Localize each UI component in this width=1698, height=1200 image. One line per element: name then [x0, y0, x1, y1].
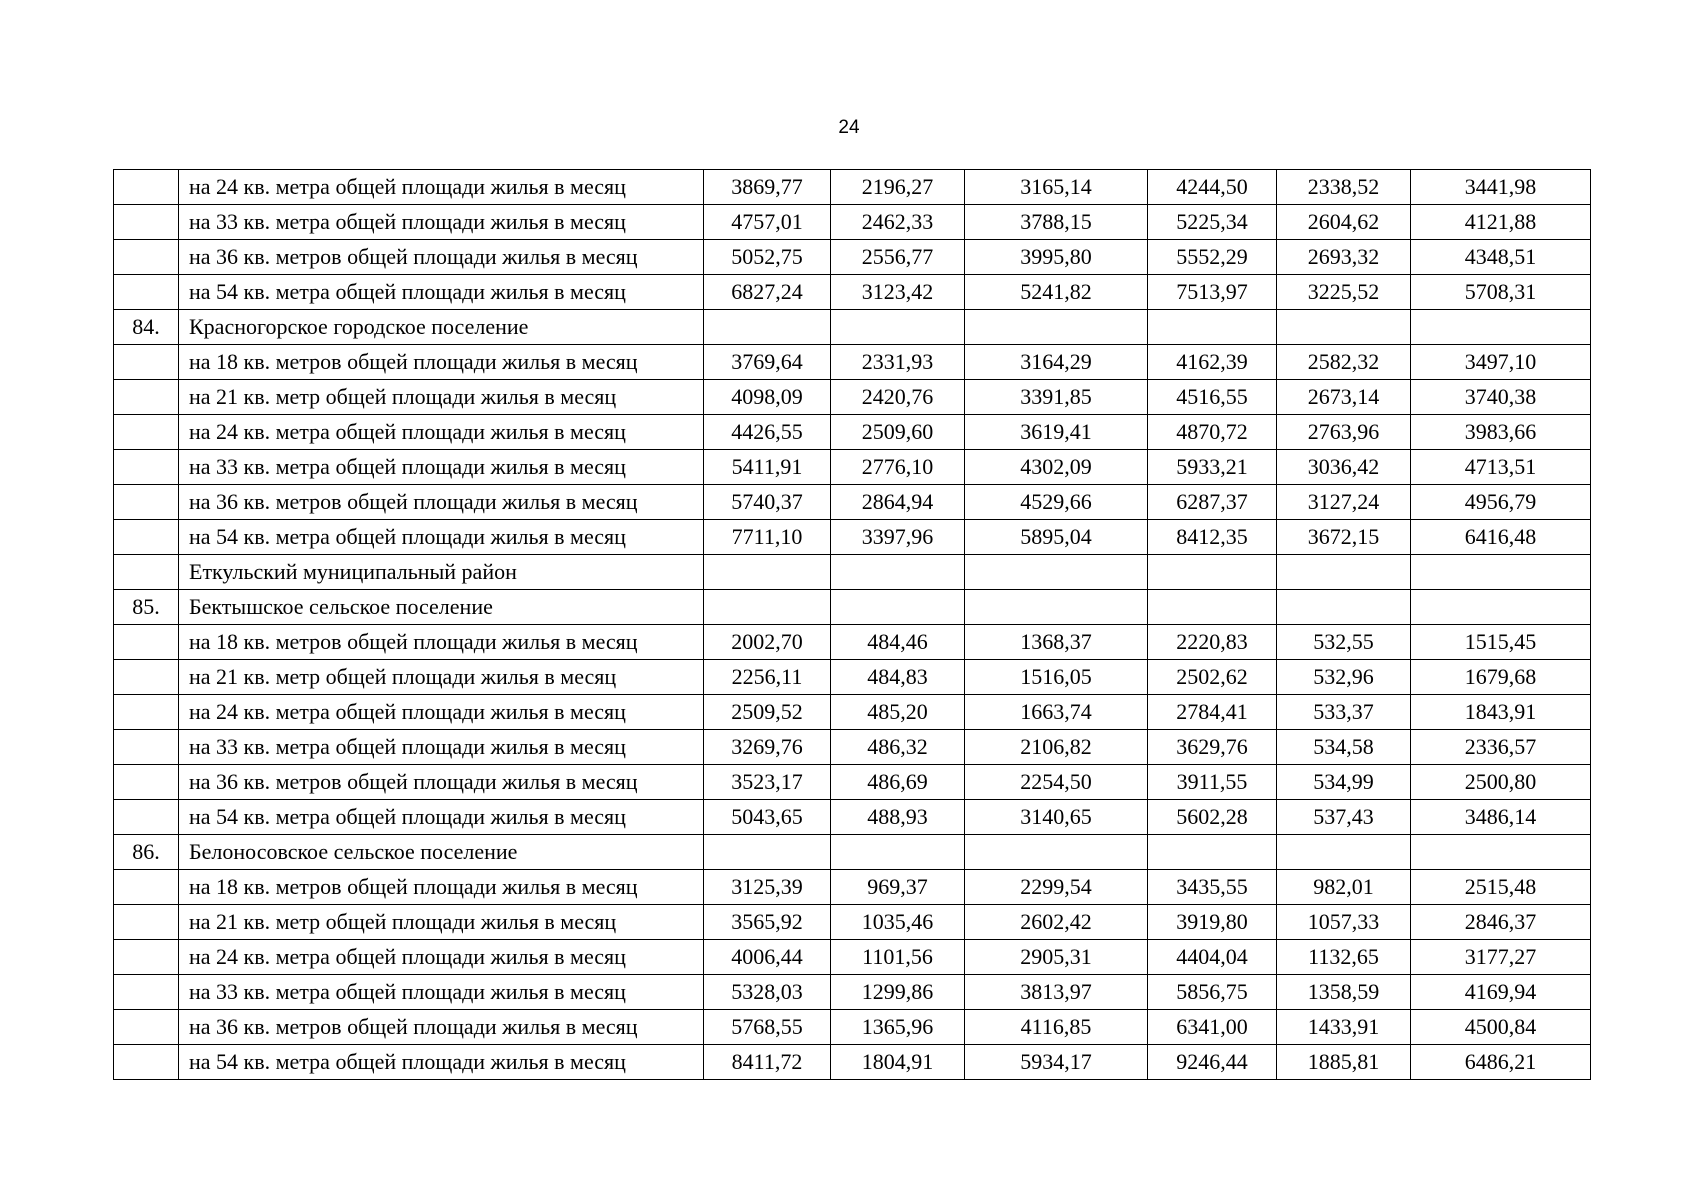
value-cell: 4516,55 [1148, 380, 1277, 415]
row-number [114, 275, 179, 310]
table-row [114, 975, 1591, 1010]
value-cell: 2905,31 [965, 940, 1148, 975]
value-cell: 3125,39 [704, 870, 831, 905]
value-cell: 2196,27 [831, 170, 965, 205]
value-cell: 4956,79 [1411, 485, 1591, 520]
value-cell: 3435,55 [1148, 870, 1277, 905]
value-cell [1411, 310, 1591, 345]
value-cell: 488,93 [831, 800, 965, 835]
value-cell: 2602,42 [965, 905, 1148, 940]
value-cell: 6827,24 [704, 275, 831, 310]
table-row [114, 310, 1591, 345]
row-number: 85. [114, 590, 179, 625]
value-cell [1277, 590, 1411, 625]
value-cell [831, 310, 965, 345]
value-cell: 534,99 [1277, 765, 1411, 800]
row-number [114, 625, 179, 660]
table-row [114, 380, 1591, 415]
value-cell: 2556,77 [831, 240, 965, 275]
value-cell: 3919,80 [1148, 905, 1277, 940]
value-cell [965, 310, 1148, 345]
table-row [114, 345, 1591, 380]
value-cell: 3140,65 [965, 800, 1148, 835]
value-cell: 3995,80 [965, 240, 1148, 275]
value-cell: 537,43 [1277, 800, 1411, 835]
value-cell: 2256,11 [704, 660, 831, 695]
value-cell: 8411,72 [704, 1045, 831, 1080]
table-row [114, 590, 1591, 625]
row-number [114, 1045, 179, 1080]
table-row [114, 520, 1591, 555]
table-row [114, 695, 1591, 730]
value-cell: 5934,17 [965, 1045, 1148, 1080]
value-cell: 4500,84 [1411, 1010, 1591, 1045]
value-cell: 1804,91 [831, 1045, 965, 1080]
value-cell: 5933,21 [1148, 450, 1277, 485]
value-cell [704, 310, 831, 345]
value-cell: 3036,42 [1277, 450, 1411, 485]
table-row [114, 940, 1591, 975]
row-number [114, 975, 179, 1010]
value-cell: 2509,60 [831, 415, 965, 450]
value-cell: 6287,37 [1148, 485, 1277, 520]
value-cell: 4169,94 [1411, 975, 1591, 1010]
table-row [114, 485, 1591, 520]
value-cell [831, 555, 965, 590]
row-label: Красногорское городское поселение [179, 310, 704, 345]
value-cell [1148, 835, 1277, 870]
value-cell [704, 555, 831, 590]
value-cell: 3619,41 [965, 415, 1148, 450]
value-cell: 5328,03 [704, 975, 831, 1010]
table-body [114, 170, 1591, 1080]
table-row [114, 450, 1591, 485]
table-row [114, 1045, 1591, 1080]
value-cell: 3164,29 [965, 345, 1148, 380]
value-cell: 2515,48 [1411, 870, 1591, 905]
value-cell: 5895,04 [965, 520, 1148, 555]
tariff-table [113, 169, 1591, 1080]
value-cell: 1515,45 [1411, 625, 1591, 660]
row-number: 84. [114, 310, 179, 345]
value-cell: 4121,88 [1411, 205, 1591, 240]
value-cell: 5602,28 [1148, 800, 1277, 835]
value-cell: 4244,50 [1148, 170, 1277, 205]
table-row [114, 1010, 1591, 1045]
value-cell [1277, 310, 1411, 345]
value-cell [965, 835, 1148, 870]
row-number [114, 730, 179, 765]
row-label: на 33 кв. метра общей площади жилья в месяц [179, 205, 704, 240]
value-cell: 6416,48 [1411, 520, 1591, 555]
value-cell: 4006,44 [704, 940, 831, 975]
value-cell: 3177,27 [1411, 940, 1591, 975]
value-cell [1277, 835, 1411, 870]
value-cell: 3391,85 [965, 380, 1148, 415]
value-cell: 2776,10 [831, 450, 965, 485]
row-number [114, 870, 179, 905]
value-cell: 3813,97 [965, 975, 1148, 1010]
value-cell: 1679,68 [1411, 660, 1591, 695]
value-cell: 5552,29 [1148, 240, 1277, 275]
value-cell: 5225,34 [1148, 205, 1277, 240]
value-cell: 2420,76 [831, 380, 965, 415]
value-cell: 485,20 [831, 695, 965, 730]
value-cell: 1035,46 [831, 905, 965, 940]
row-label: на 18 кв. метров общей площади жилья в месяц [179, 345, 704, 380]
value-cell: 4404,04 [1148, 940, 1277, 975]
value-cell: 3672,15 [1277, 520, 1411, 555]
value-cell: 534,58 [1277, 730, 1411, 765]
value-cell: 1516,05 [965, 660, 1148, 695]
value-cell: 2336,57 [1411, 730, 1591, 765]
table-row [114, 415, 1591, 450]
value-cell: 4757,01 [704, 205, 831, 240]
row-number [114, 450, 179, 485]
value-cell: 3225,52 [1277, 275, 1411, 310]
row-label: на 18 кв. метров общей площади жилья в месяц [179, 625, 704, 660]
row-number [114, 345, 179, 380]
row-label: Белоносовское сельское поселение [179, 835, 704, 870]
value-cell: 3869,77 [704, 170, 831, 205]
row-number [114, 415, 179, 450]
value-cell [1148, 555, 1277, 590]
value-cell: 5052,75 [704, 240, 831, 275]
value-cell: 982,01 [1277, 870, 1411, 905]
row-label: на 33 кв. метра общей площади жилья в месяц [179, 730, 704, 765]
row-number: 86. [114, 835, 179, 870]
row-number [114, 520, 179, 555]
value-cell: 3127,24 [1277, 485, 1411, 520]
value-cell: 4713,51 [1411, 450, 1591, 485]
value-cell: 9246,44 [1148, 1045, 1277, 1080]
value-cell: 3769,64 [704, 345, 831, 380]
row-number [114, 905, 179, 940]
value-cell: 2338,52 [1277, 170, 1411, 205]
value-cell: 5740,37 [704, 485, 831, 520]
value-cell: 1132,65 [1277, 940, 1411, 975]
row-label: Бектышское сельское поселение [179, 590, 704, 625]
value-cell: 1433,91 [1277, 1010, 1411, 1045]
value-cell: 3497,10 [1411, 345, 1591, 380]
value-cell: 486,32 [831, 730, 965, 765]
row-label: на 24 кв. метра общей площади жилья в месяц [179, 940, 704, 975]
value-cell: 969,37 [831, 870, 965, 905]
value-cell: 1368,37 [965, 625, 1148, 660]
value-cell [1411, 835, 1591, 870]
value-cell: 5708,31 [1411, 275, 1591, 310]
row-label: на 54 кв. метра общей площади жилья в месяц [179, 1045, 704, 1080]
row-label: на 24 кв. метра общей площади жилья в месяц [179, 695, 704, 730]
value-cell: 3123,42 [831, 275, 965, 310]
table-row [114, 870, 1591, 905]
table-row [114, 240, 1591, 275]
value-cell [1148, 590, 1277, 625]
value-cell: 2500,80 [1411, 765, 1591, 800]
value-cell: 3523,17 [704, 765, 831, 800]
value-cell: 3269,76 [704, 730, 831, 765]
value-cell: 3565,92 [704, 905, 831, 940]
value-cell: 2002,70 [704, 625, 831, 660]
table-row [114, 835, 1591, 870]
value-cell: 3441,98 [1411, 170, 1591, 205]
value-cell: 2864,94 [831, 485, 965, 520]
value-cell: 1358,59 [1277, 975, 1411, 1010]
table-row [114, 625, 1591, 660]
value-cell: 3788,15 [965, 205, 1148, 240]
value-cell: 5411,91 [704, 450, 831, 485]
value-cell: 2254,50 [965, 765, 1148, 800]
value-cell: 5768,55 [704, 1010, 831, 1045]
table-row [114, 905, 1591, 940]
value-cell: 3740,38 [1411, 380, 1591, 415]
value-cell: 4426,55 [704, 415, 831, 450]
value-cell: 2693,32 [1277, 240, 1411, 275]
row-number [114, 555, 179, 590]
value-cell: 1299,86 [831, 975, 965, 1010]
value-cell: 484,46 [831, 625, 965, 660]
value-cell: 2763,96 [1277, 415, 1411, 450]
row-label: на 54 кв. метра общей площади жилья в месяц [179, 520, 704, 555]
value-cell: 1365,96 [831, 1010, 965, 1045]
value-cell: 4116,85 [965, 1010, 1148, 1045]
row-label: на 21 кв. метр общей площади жилья в месяц [179, 905, 704, 940]
value-cell [1411, 555, 1591, 590]
row-label: на 24 кв. метра общей площади жилья в месяц [179, 415, 704, 450]
value-cell: 2604,62 [1277, 205, 1411, 240]
value-cell: 2299,54 [965, 870, 1148, 905]
value-cell: 5241,82 [965, 275, 1148, 310]
value-cell: 3486,14 [1411, 800, 1591, 835]
row-number [114, 485, 179, 520]
value-cell [1411, 590, 1591, 625]
table-row [114, 170, 1591, 205]
row-label: на 24 кв. метра общей площади жилья в месяц [179, 170, 704, 205]
value-cell: 2462,33 [831, 205, 965, 240]
value-cell [831, 835, 965, 870]
value-cell: 2784,41 [1148, 695, 1277, 730]
table-row [114, 555, 1591, 590]
row-label: на 18 кв. метров общей площади жилья в месяц [179, 870, 704, 905]
table-row [114, 660, 1591, 695]
value-cell: 4870,72 [1148, 415, 1277, 450]
value-cell: 1101,56 [831, 940, 965, 975]
value-cell [704, 835, 831, 870]
value-cell: 5856,75 [1148, 975, 1277, 1010]
value-cell: 532,55 [1277, 625, 1411, 660]
value-cell: 8412,35 [1148, 520, 1277, 555]
row-label: на 54 кв. метра общей площади жилья в месяц [179, 275, 704, 310]
value-cell [1277, 555, 1411, 590]
value-cell: 533,37 [1277, 695, 1411, 730]
value-cell: 532,96 [1277, 660, 1411, 695]
value-cell [1148, 310, 1277, 345]
value-cell [965, 590, 1148, 625]
value-cell: 4302,09 [965, 450, 1148, 485]
row-label: на 36 кв. метров общей площади жилья в месяц [179, 765, 704, 800]
table-row [114, 730, 1591, 765]
row-label: на 33 кв. метра общей площади жилья в месяц [179, 975, 704, 1010]
value-cell: 3629,76 [1148, 730, 1277, 765]
row-label: на 21 кв. метр общей площади жилья в месяц [179, 660, 704, 695]
value-cell [831, 590, 965, 625]
value-cell: 3983,66 [1411, 415, 1591, 450]
value-cell: 4348,51 [1411, 240, 1591, 275]
row-number [114, 765, 179, 800]
row-number [114, 170, 179, 205]
row-label: на 54 кв. метра общей площади жилья в месяц [179, 800, 704, 835]
page-number: 24 [838, 117, 860, 138]
value-cell: 6341,00 [1148, 1010, 1277, 1045]
value-cell: 1663,74 [965, 695, 1148, 730]
row-label: на 33 кв. метра общей площади жилья в месяц [179, 450, 704, 485]
value-cell: 3397,96 [831, 520, 965, 555]
table-row [114, 800, 1591, 835]
value-cell: 2331,93 [831, 345, 965, 380]
row-label: на 36 кв. метров общей площади жилья в месяц [179, 240, 704, 275]
value-cell: 484,83 [831, 660, 965, 695]
value-cell: 3165,14 [965, 170, 1148, 205]
row-number [114, 205, 179, 240]
value-cell: 2509,52 [704, 695, 831, 730]
value-cell: 1843,91 [1411, 695, 1591, 730]
row-number [114, 380, 179, 415]
value-cell: 2846,37 [1411, 905, 1591, 940]
value-cell: 3911,55 [1148, 765, 1277, 800]
value-cell: 1885,81 [1277, 1045, 1411, 1080]
value-cell: 6486,21 [1411, 1045, 1591, 1080]
row-number [114, 240, 179, 275]
table-row [114, 765, 1591, 800]
row-label: на 21 кв. метр общей площади жилья в месяц [179, 380, 704, 415]
row-label: Еткульский муниципальный район [179, 555, 704, 590]
value-cell [704, 590, 831, 625]
value-cell: 2502,62 [1148, 660, 1277, 695]
row-number [114, 800, 179, 835]
row-number [114, 1010, 179, 1045]
table-row [114, 275, 1591, 310]
value-cell: 2220,83 [1148, 625, 1277, 660]
row-number [114, 695, 179, 730]
value-cell [965, 555, 1148, 590]
row-number [114, 660, 179, 695]
value-cell: 5043,65 [704, 800, 831, 835]
row-label: на 36 кв. метров общей площади жилья в месяц [179, 485, 704, 520]
table-row [114, 205, 1591, 240]
value-cell: 2582,32 [1277, 345, 1411, 380]
value-cell: 4098,09 [704, 380, 831, 415]
row-label: на 36 кв. метров общей площади жилья в месяц [179, 1010, 704, 1045]
value-cell: 4529,66 [965, 485, 1148, 520]
value-cell: 2673,14 [1277, 380, 1411, 415]
value-cell: 2106,82 [965, 730, 1148, 765]
value-cell: 7513,97 [1148, 275, 1277, 310]
value-cell: 7711,10 [704, 520, 831, 555]
value-cell: 4162,39 [1148, 345, 1277, 380]
value-cell: 1057,33 [1277, 905, 1411, 940]
row-number [114, 940, 179, 975]
value-cell: 486,69 [831, 765, 965, 800]
